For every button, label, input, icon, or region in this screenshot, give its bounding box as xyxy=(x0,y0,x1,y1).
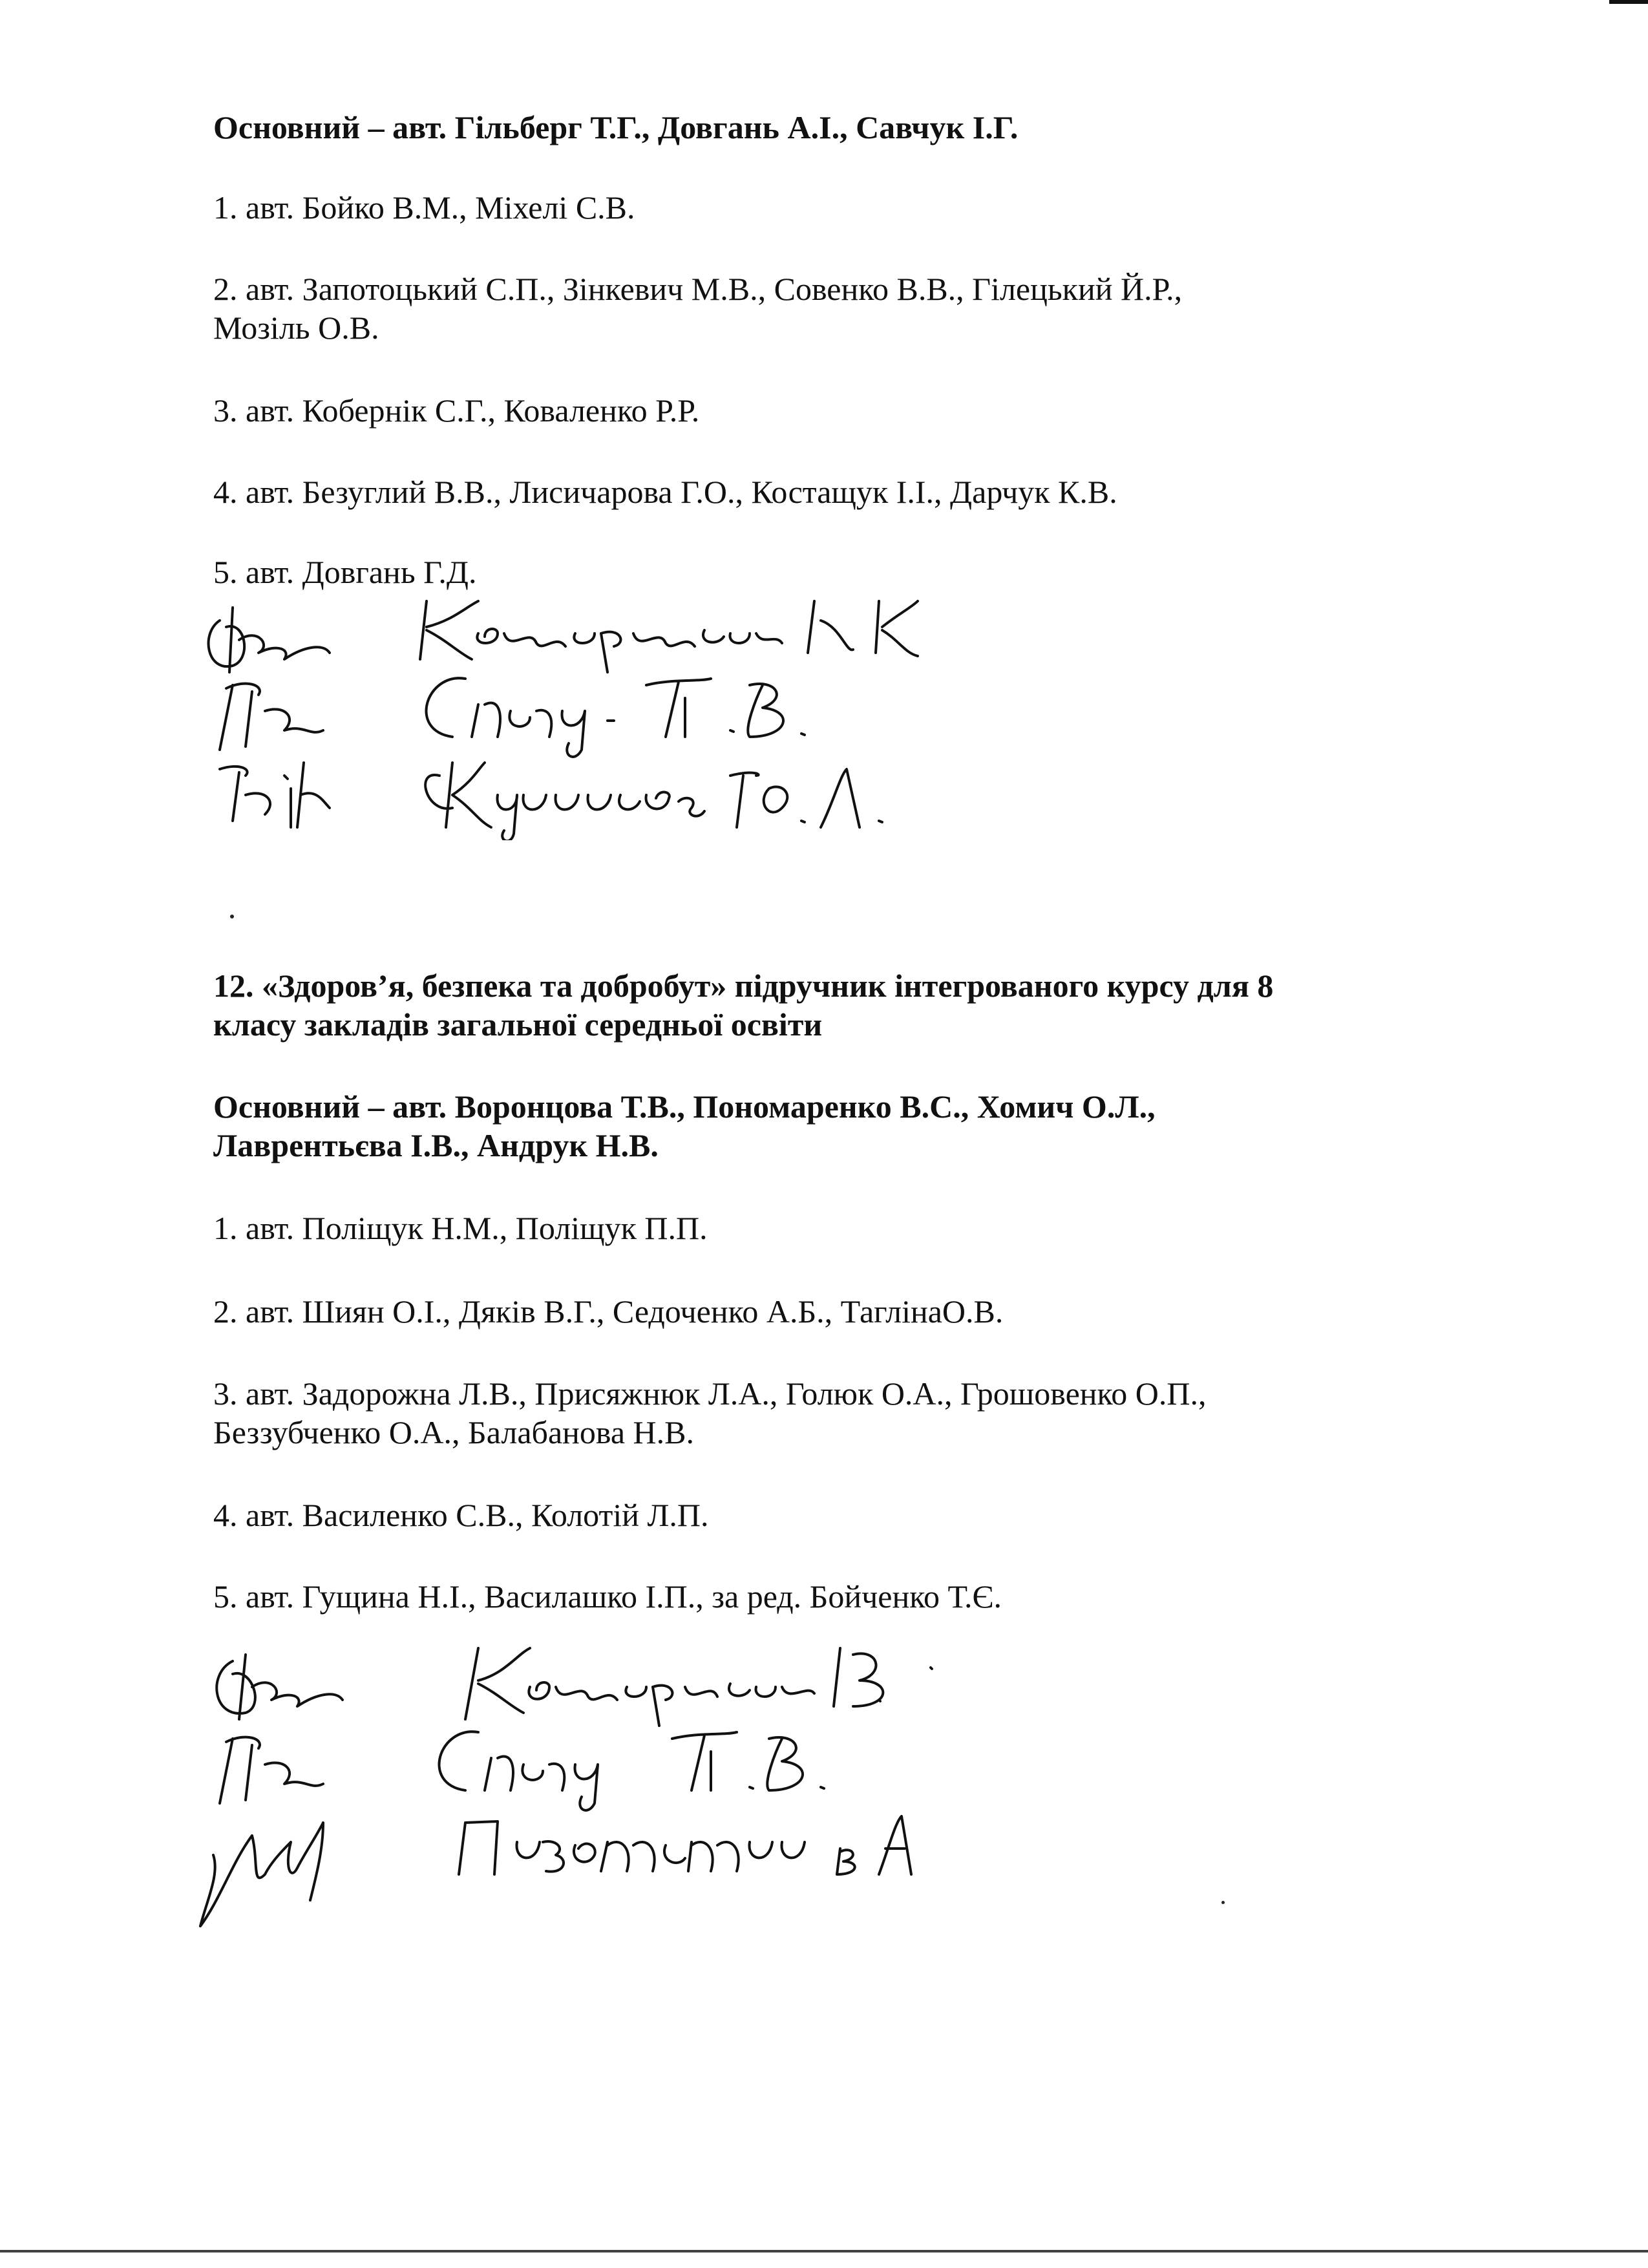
section2-alt-4: 4. авт. Василенко С.В., Колотій Л.П. xyxy=(213,1497,709,1533)
section2-alt-3-cont: Беззубченко О.А., Балабанова Н.В. xyxy=(213,1414,694,1450)
signature-3-name xyxy=(425,763,882,840)
stray-mark xyxy=(230,915,234,918)
stray-mark xyxy=(1221,1901,1225,1904)
section1-alt-1: 1. авт. Бойко В.М., Міхелі С.В. xyxy=(213,189,635,226)
scan-bottom-edge xyxy=(0,2250,1648,2252)
signature-5-name xyxy=(439,1732,824,1810)
section2-title-line2: класу закладів загальної середньої освіти xyxy=(213,1006,823,1043)
signature-4-initials xyxy=(217,1655,343,1719)
signature-1-initials xyxy=(209,608,330,672)
section2-main-authors-line1: Основний – авт. Воронцова Т.В., Пономаренко В.С., Хомич О.Л., xyxy=(213,1088,1156,1125)
section1-alt-3: 3. авт. Кобернік С.Г., Коваленко Р.Р. xyxy=(213,392,700,429)
section2-alt-3: 3. авт. Задорожна Л.В., Присяжнюк Л.А., Голюк О.А., Грошовенко О.П., xyxy=(213,1375,1207,1412)
signature-4-name xyxy=(465,1648,932,1726)
section2-signatures xyxy=(194,1629,1163,1939)
section2-main-authors-line2: Лаврентьєва І.В., Андрук Н.В. xyxy=(213,1127,659,1163)
signature-1-name xyxy=(420,601,918,672)
signature-2-name xyxy=(427,678,805,757)
section2-alt-1: 1. авт. Поліщук Н.М., Поліщук П.П. xyxy=(213,1210,708,1246)
signature-5-initials xyxy=(220,1737,323,1803)
section1-signatures xyxy=(194,582,1034,840)
section1-alt-2-cont: Мозіль О.В. xyxy=(213,310,379,346)
scan-edge-mark xyxy=(1609,0,1648,4)
section2-title-line1: 12. «Здоров’я, безпека та добробут» підручник інтегрованого курсу для 8 xyxy=(213,968,1274,1004)
signature-3-initials xyxy=(220,763,330,827)
section1-main-authors: Основний – авт. Гільберг Т.Г., Довгань А.І., Савчук І.Г. xyxy=(213,109,1019,145)
section1-alt-4: 4. авт. Безуглий В.В., Лисичарова Г.О., Костащук І.І., Дарчук К.В. xyxy=(213,474,1117,510)
section1-alt-2: 2. авт. Запотоцький С.П., Зінкевич М.В., Совенко В.В., Гілецький Й.Р., xyxy=(213,271,1183,307)
section1-alt-5: 5. авт. Довгань Г.Д. xyxy=(213,554,477,590)
section2-alt-2: 2. авт. Шиян О.І., Дяків В.Г., Седоченко А.Б., ТаглінаО.В. xyxy=(213,1293,1004,1330)
signature-6-initials xyxy=(200,1823,323,1926)
section2-alt-5: 5. авт. Гущина Н.І., Василашко І.П., за ред. Бойченко Т.Є. xyxy=(213,1578,1002,1615)
signature-6-name xyxy=(459,1816,911,1874)
signature-2-initials xyxy=(220,684,323,750)
